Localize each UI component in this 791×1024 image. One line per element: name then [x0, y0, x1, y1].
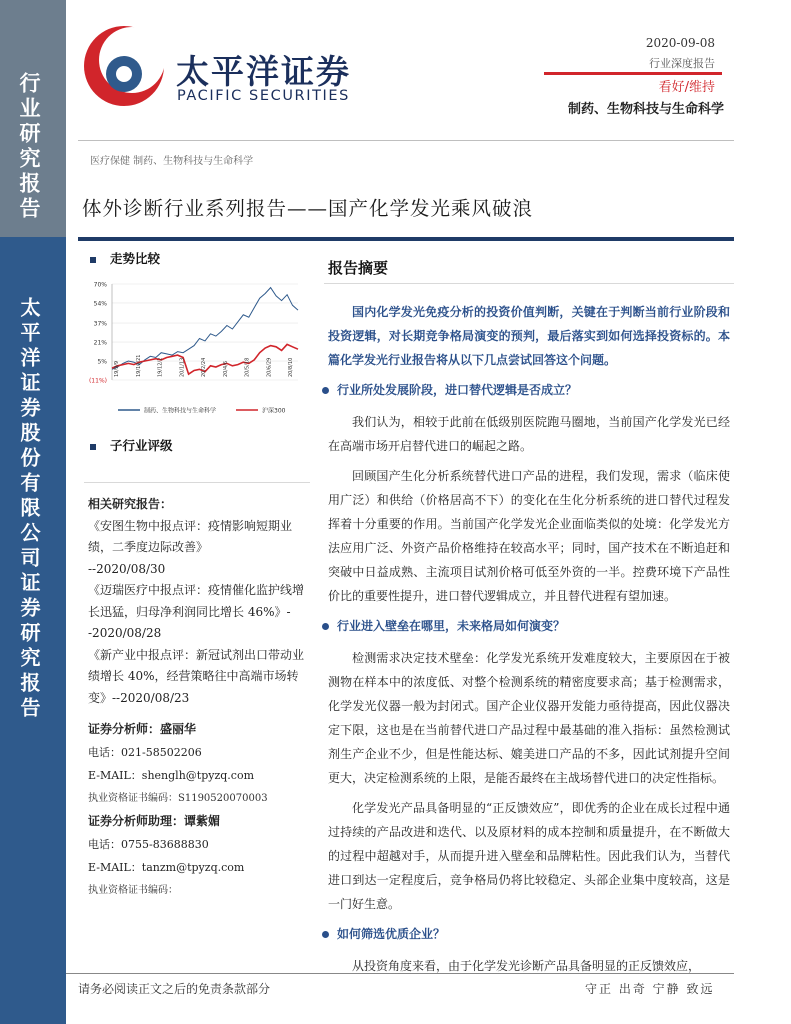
company-logo-cn: 太平洋证券: [176, 52, 351, 91]
chart-legend: [118, 407, 286, 415]
chart-y-tick-label: (11%): [88, 377, 107, 385]
question-1-text: 行业所处发展阶段，进口替代逻辑是否成立？: [337, 383, 578, 397]
circle-bullet-icon: [322, 387, 329, 394]
chart-y-tick-label: 5%: [97, 358, 107, 366]
chart-x-tick-label: 19/12/2: [157, 357, 164, 377]
sub-rating-heading: [90, 436, 173, 454]
header-divider: [78, 140, 734, 141]
assistant-cert: 执业资格证书编码：: [88, 885, 178, 896]
footer-motto: 守正 出奇 宁静 致远: [585, 982, 715, 996]
analyst-email[interactable]: E-MAIL：shenglh@tpyzq.com: [88, 769, 254, 782]
summary-lead: 国内化学发光免疫分析的投资价值判断，关键在于判断当前行业阶段和投资逻辑，对长期竞争格局演变的预判，最后落实到如何选择投资标的。本篇化学发光行业报告将从以下几点尝试回答这个问题。: [328, 305, 730, 367]
chart-y-tick-label: 70%: [93, 281, 107, 289]
chart-legend-label: 制药、生物科技与生命科学: [144, 407, 217, 415]
chart-y-ticks: [89, 282, 107, 385]
paragraph: 回顾国产生化分析系统替代进口产品的进程，我们发现，需求（临床使用广泛）和供给（价格居高不下）的变化在生化分析系统的进口替代过程发挥着十分重要的作用。当前国产化学发光企业面临类似的处境：化学发光方法应用广泛、外资产品价格维持在较高水平；同时，国产技术在不断追赶和突破中日益成熟、主流项目试剂价格可低至外资的一半。控费环境下产品性价比的重要性提升，进口替代逻辑成立，并且替代进程有望加速。: [328, 469, 730, 603]
chart-x-tick-label: 20/8/10: [288, 357, 294, 377]
rating-label: 看好/维持: [658, 80, 715, 95]
related-report-item[interactable]: 《迈瑞医疗中报点评：疫情催化监护线增长迅猛，归母净利润同比增长 46%》--2020/08/28: [88, 583, 305, 640]
chart-y-tick-label: 37%: [93, 320, 107, 328]
analyst-heading: 证券分析师：盛丽华: [88, 722, 197, 736]
paragraph: 我们认为，相较于此前在低级别医院跑马圈地，当前国产化学发光已经在高端市场开启替代进口的崛起之路。: [328, 415, 730, 453]
related-reports: [88, 494, 310, 709]
title-divider: [78, 237, 734, 241]
industry-label: 制药、生物科技与生命科学: [567, 102, 724, 117]
chart-x-tick-label: 20/1/13: [179, 357, 186, 377]
related-report-item: --2020/08/30: [88, 561, 166, 576]
chart-x-ticks: [114, 355, 294, 377]
summary-heading: 报告摘要: [328, 259, 389, 277]
sidebar-bottom-label: 太平洋证券股份有限公司证券研究报告: [17, 297, 41, 722]
chart-x-tick-label: 19/9/9: [114, 360, 120, 377]
assistant-email[interactable]: E-MAIL：tanzm@tpyzq.com: [88, 861, 245, 874]
square-bullet-icon: [90, 444, 96, 450]
company-logo-icon: [78, 18, 170, 110]
sidebar-top-label: 行业研究报告: [17, 72, 41, 222]
analyst-cert: 执业资格证书编码：S1190520070003: [88, 793, 268, 804]
related-heading: 相关研究报告：: [88, 497, 173, 511]
sidebar-top-band: [0, 0, 66, 237]
report-title: 体外诊断行业系列报告——国产化学发光乘风破浪: [82, 197, 534, 220]
analyst-info: [88, 718, 310, 902]
chart-x-tick-label: 20/2/24: [201, 357, 207, 377]
chart-y-tick-label: 21%: [93, 339, 107, 347]
assistant-phone: 电话：0755-83688830: [88, 838, 209, 851]
left-divider: [84, 482, 310, 483]
paragraph: 检测需求决定技术壁垒：化学发光系统开发难度较大，主要原因在于被测物在样本中的浓度低、对整个检测系统的精密度要求高；基于检测需求，化学发光仪器一般为封闭式。国产企业仪器开发能力亟待提高，因此仪器决定下限，这也是在当前替代进口产品过程中最基础的准入指标：虽然检测试剂生产企业不少，但是性能达标、媲美进口产品的不多，因此试剂提升空间更大，决定检测系统的上限，是能否最终在主战场替代进口的决定性指标。: [328, 651, 730, 785]
paragraph: 化学发光产品具备明显的“正反馈效应”，即优秀的企业在成长过程中通过持续的产品改进和迭代、以及原材料的成本控制和质量提升，在不断做大的过程中超越对手，从而提升进入壁垒和品牌粘性。因此我们认为，当替代进口到达一定程度后，竞争格局仍将比较稳定、头部企业集中度较高，这是一门好生意。: [328, 801, 730, 911]
circle-bullet-icon: [322, 623, 329, 630]
report-type: 行业深度报告: [649, 57, 715, 70]
chart-x-tick-label: 20/6/29: [266, 357, 273, 377]
summary-divider: [324, 283, 734, 284]
analyst-phone: 电话：021-58502206: [88, 746, 202, 759]
circle-bullet-icon: [322, 931, 329, 938]
trend-heading-text: 走势比较: [110, 251, 161, 266]
question-3: [322, 922, 730, 946]
related-report-item[interactable]: 《新产业中报点评：新冠试剂出口带动业绩增长 40%，经营策略往中高端市场转变》--2020/08/23: [88, 647, 305, 705]
question-2-text: 行业进入壁垒在哪里，未来格局如何演变？: [337, 619, 566, 633]
square-bullet-icon: [90, 257, 96, 263]
category-label: 医疗保健 制药、生物科技与生命科学: [90, 156, 254, 167]
company-logo-en: PACIFIC SECURITIES: [177, 88, 350, 104]
related-report-item[interactable]: 《安图生物中报点评：疫情影响短期业绩，二季度边际改善》: [88, 518, 293, 554]
report-date: 2020-09-08: [645, 36, 715, 50]
chart-y-tick-label: 54%: [93, 300, 107, 308]
question-1: [322, 378, 730, 402]
chart-x-tick-label: 19/10/21: [135, 354, 142, 377]
footer-divider: [66, 973, 734, 974]
footer-disclaimer: 请务必阅读正文之后的免责条款部分: [78, 982, 271, 996]
chart-legend-label: 沪深300: [262, 407, 286, 415]
chart-x-tick-label: 20/5/18: [244, 357, 251, 377]
assistant-heading: 证券分析师助理：谭紫媚: [88, 814, 221, 828]
paragraph: 从投资角度来看，由于化学发光诊断产品具备明显的正反馈效应，: [352, 959, 701, 973]
sub-rating-heading-text: 子行业评级: [110, 438, 173, 453]
trend-chart: [84, 276, 306, 426]
summary-body: [328, 300, 730, 984]
question-3-text: 如何筛选优质企业？: [337, 927, 446, 941]
meta-divider: [544, 72, 722, 75]
sidebar-bottom-band: [0, 237, 66, 1024]
chart-x-tick-label: 20/4/6: [222, 360, 229, 377]
trend-heading: [90, 249, 160, 267]
question-2: [322, 614, 730, 638]
